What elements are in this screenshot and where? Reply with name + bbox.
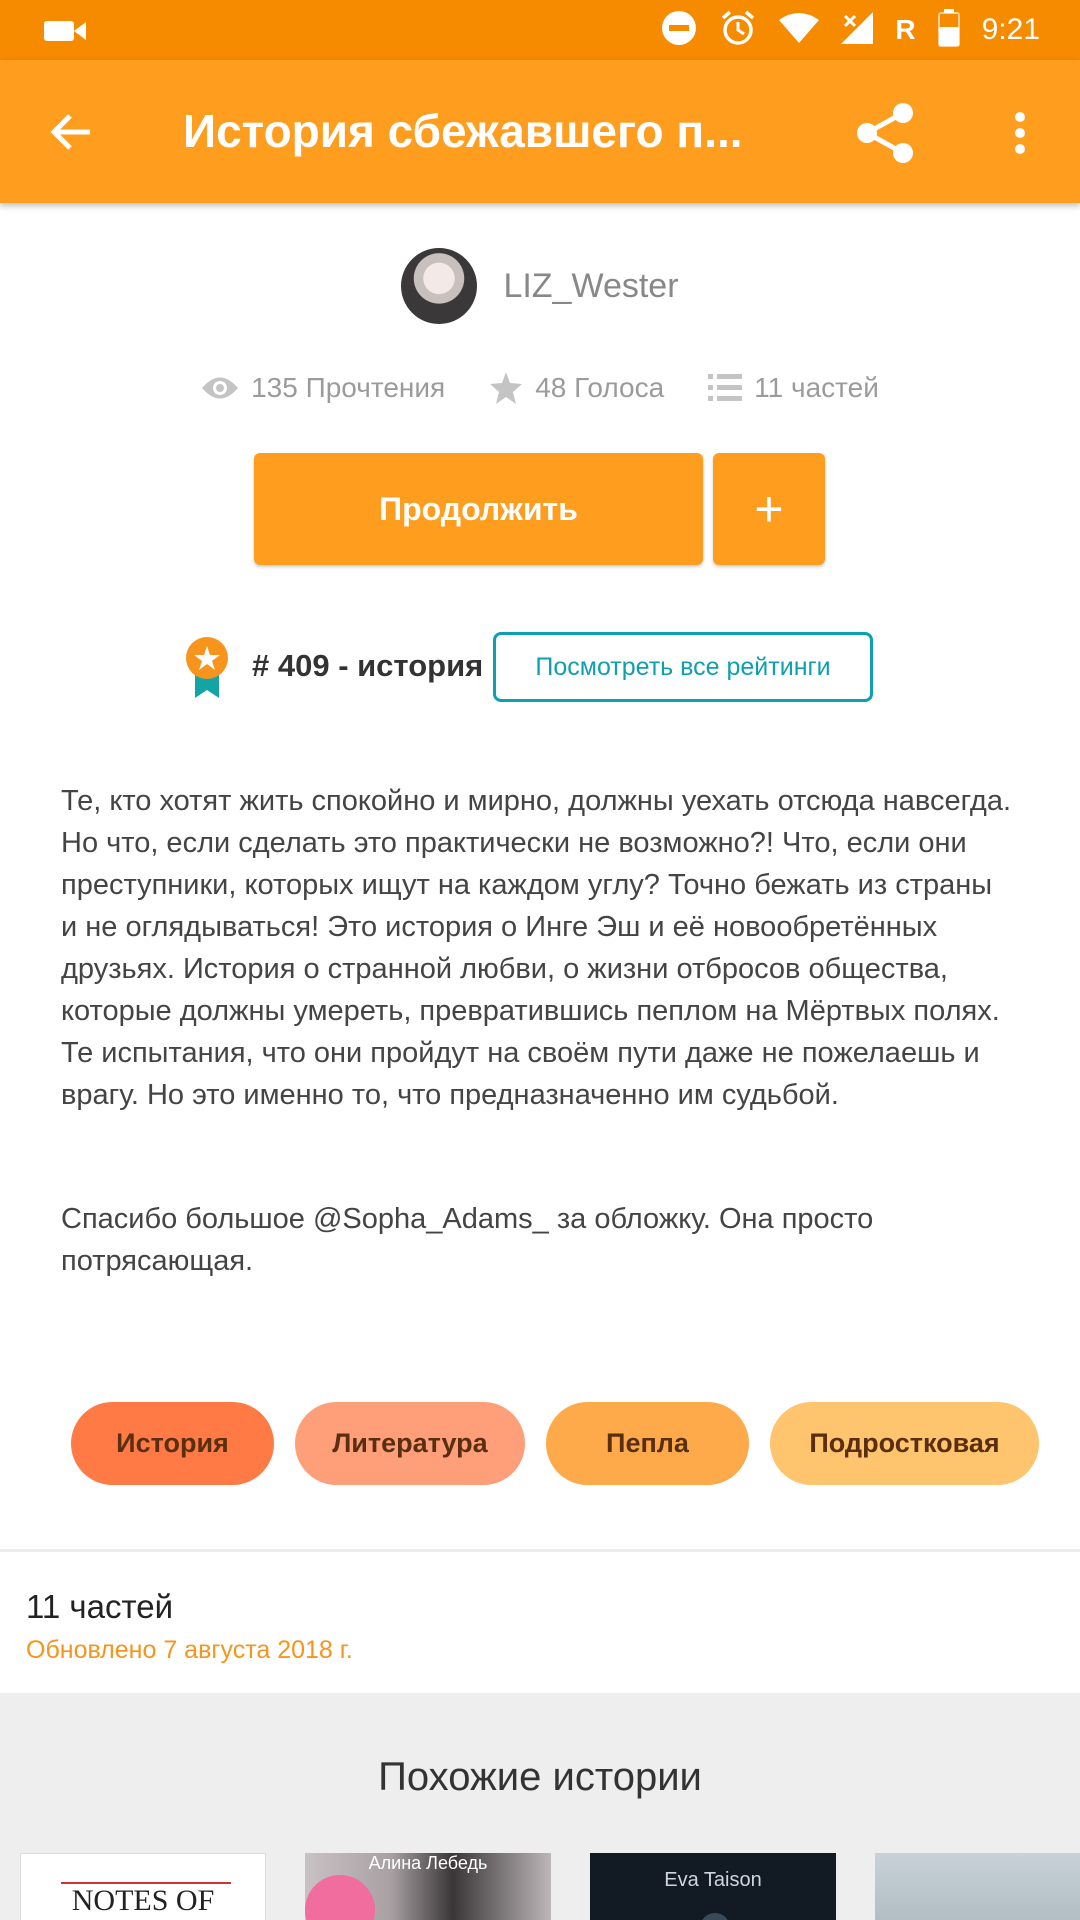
medal-icon [183, 636, 231, 698]
cover-author: Eva Taison [664, 1869, 762, 1891]
dnd-icon [661, 10, 697, 51]
back-button[interactable] [40, 102, 100, 162]
avatar[interactable] [401, 248, 477, 324]
tag-chip[interactable]: Подростковая [770, 1402, 1039, 1485]
back-arrow-icon [48, 112, 92, 152]
votes-stat [489, 372, 664, 404]
reads-stat [201, 372, 445, 404]
votes-count: 48 Голоса [535, 372, 665, 403]
cover-author: Алина Лебедь [368, 1853, 488, 1873]
similar-stories-section [0, 1693, 1080, 1920]
reads-count: 135 Прочтения [251, 372, 446, 403]
status-time: 9:21 [981, 13, 1040, 46]
tag-chip[interactable]: Литература [295, 1402, 525, 1485]
eye-icon [201, 375, 239, 401]
view-all-rankings-button[interactable]: Посмотреть все рейтинги [493, 632, 873, 702]
tag-list [71, 1402, 1039, 1485]
video-icon [44, 18, 88, 49]
description-paragraph: Спасибо большое @Sopha_Adams_ за обложку. Она просто потрясающая. [61, 1203, 874, 1277]
story-cover[interactable] [305, 1853, 551, 1920]
tag-chip[interactable]: Пепла [546, 1402, 749, 1485]
story-stats [0, 372, 1080, 404]
similar-stories-title: Похожие истории [378, 1755, 702, 1799]
story-cover[interactable] [20, 1853, 266, 1920]
author-row[interactable] [0, 248, 1080, 324]
wifi-icon [779, 12, 819, 49]
parts-stat [708, 372, 879, 404]
description-paragraph: Те, кто хотят жить спокойно и мирно, должны уехать отсюда навсегда. Но что, если сделать это практически не возможно?! Что, если они преступники, которых ищут на каждом углу? Точно бежать из страны и не оглядываться! Это история о Инге Эш и её новообретённых друзьях. История о странной любви, о жизни отбросов общества, которые должны умереть, превратившись пеплом на Мёртвых полях. Те испытания, что они пройдут на своём пути даже не пожелаешь и врагу. Но это именно то, что предназначенно им судьбой. [61, 785, 1012, 1111]
parts-count: 11 частей [754, 372, 879, 403]
status-icons [661, 10, 1040, 50]
continue-reading-button[interactable]: Продолжить [254, 453, 703, 565]
cover-title: NOTES OF [71, 1884, 215, 1917]
story-cover[interactable] [590, 1853, 836, 1920]
author-name[interactable]: LIZ_Wester [503, 266, 679, 305]
add-to-library-button[interactable]: + [713, 453, 825, 565]
parts-count-title[interactable]: 11 частей [26, 1588, 174, 1625]
star-icon [489, 372, 523, 404]
signal-icon [841, 12, 873, 49]
story-description [61, 780, 1011, 1282]
carrier-label: R [895, 14, 916, 45]
more-vert-icon [1014, 111, 1026, 155]
status-bar [0, 0, 1080, 60]
rank-label: # 409 - история [252, 648, 484, 683]
story-title: История сбежавшего п... [183, 105, 743, 157]
last-updated: Обновлено 7 августа 2018 г. [26, 1636, 353, 1664]
app-toolbar [0, 60, 1080, 203]
story-cover[interactable] [875, 1853, 1080, 1920]
battery-icon [938, 9, 960, 52]
share-icon [853, 101, 917, 165]
more-options-button[interactable] [1000, 98, 1040, 168]
list-icon [708, 374, 742, 402]
tag-chip[interactable]: История [71, 1402, 274, 1485]
section-divider [0, 1549, 1080, 1552]
share-button[interactable] [850, 98, 920, 168]
ranking-row [0, 632, 1080, 702]
alarm-icon [719, 9, 757, 52]
